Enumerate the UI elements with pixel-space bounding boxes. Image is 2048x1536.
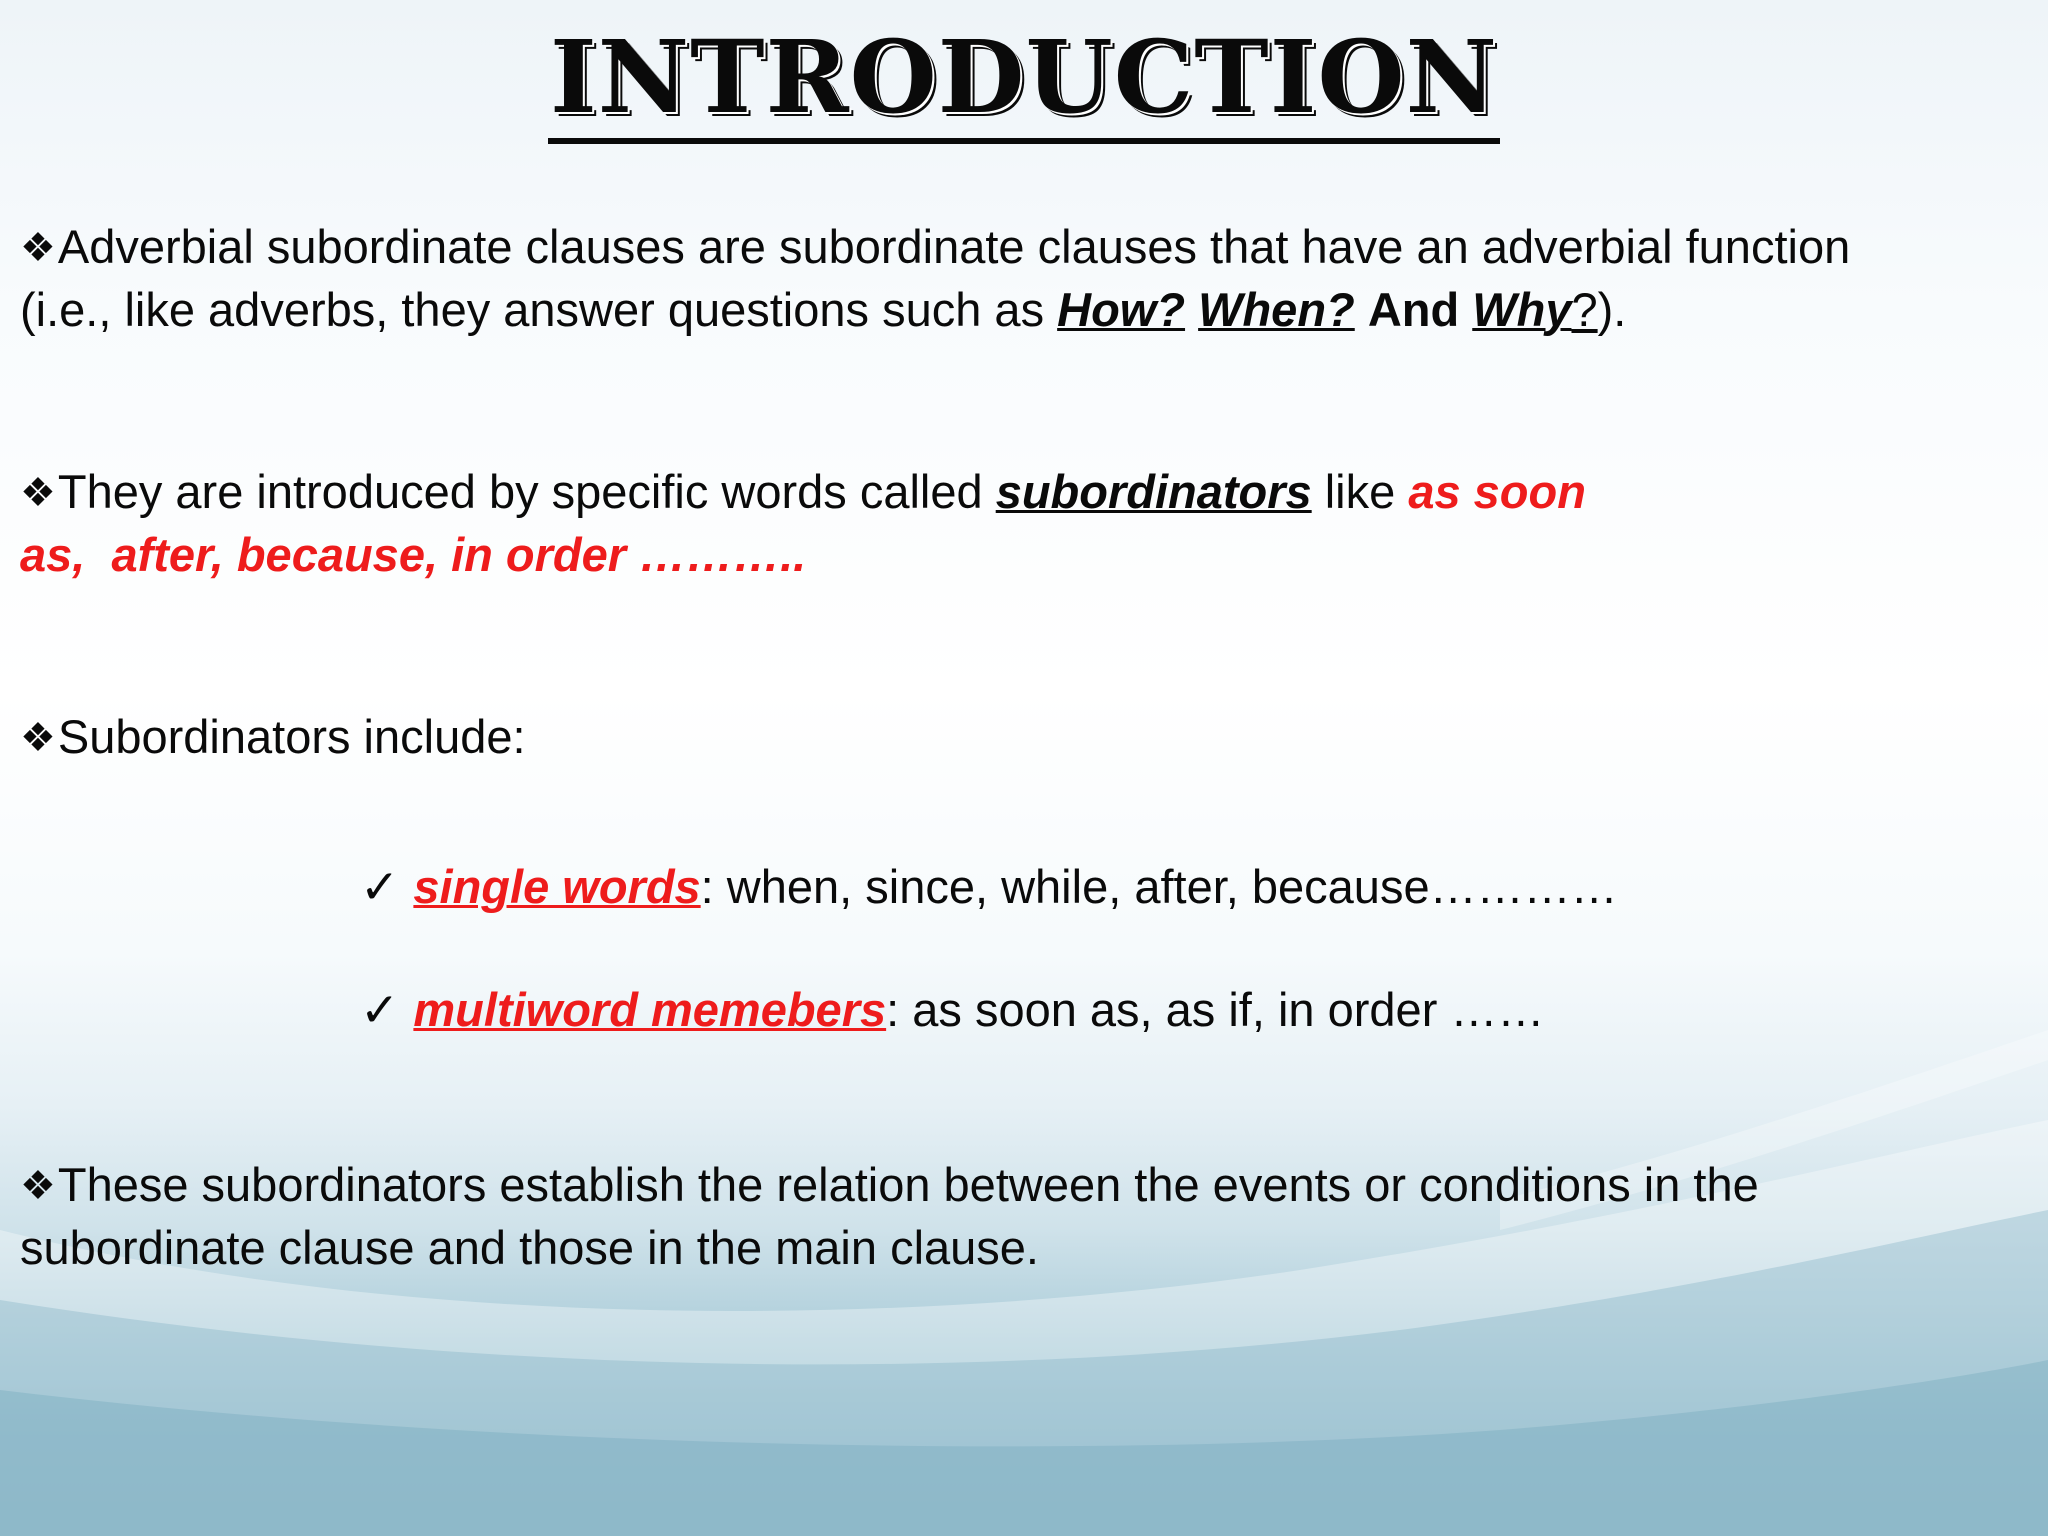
examples-line-2: as, after, because, in order ………..	[20, 528, 807, 581]
bullet-paragraph-definition	[20, 216, 2030, 340]
term-multiword-members: multiword memebers	[413, 983, 887, 1036]
slide-title	[0, 18, 2048, 136]
bullet-line	[20, 1154, 2030, 1217]
bullet-diamond-icon: ❖	[20, 1164, 56, 1208]
bullet-line	[20, 279, 2030, 340]
bullet-paragraph-subordinators	[20, 461, 2030, 585]
bullet-paragraph-include	[20, 706, 2030, 769]
checkmark-icon: ✓	[360, 983, 400, 1036]
bullet-line	[20, 1217, 2030, 1278]
bullet-paragraph-relation	[20, 1154, 2030, 1278]
definition-line-2: (i.e., like adverbs, they answer questions such as	[20, 283, 1058, 336]
include-text: Subordinators include:	[57, 710, 526, 763]
bullet-diamond-icon: ❖	[20, 471, 56, 515]
single-words-examples: : when, since, while, after, because…………	[700, 860, 1618, 913]
question-how: How?	[1057, 283, 1186, 336]
definition-line-1: Adverbial subordinate clauses are subordinate clauses that have an adverbial function	[57, 220, 1851, 273]
word-and: And	[1367, 283, 1460, 336]
question-mark: ?	[1571, 283, 1598, 336]
relation-line-2: subordinate clause and those in the main clause.	[20, 1221, 1039, 1274]
closing-paren: ).	[1597, 283, 1627, 336]
bullet-diamond-icon: ❖	[20, 716, 56, 760]
keyword-subordinators: subordinators	[995, 465, 1312, 518]
question-why: Why	[1472, 283, 1572, 336]
bullet-line	[20, 461, 2030, 524]
question-when: When?	[1198, 283, 1355, 336]
checkmark-icon: ✓	[360, 860, 400, 913]
examples-line-1: as soon	[1408, 465, 1586, 518]
word-like: like	[1311, 465, 1409, 518]
bullet-line	[20, 524, 2030, 585]
multiword-examples: : as soon as, as if, in order ……	[886, 983, 1545, 1036]
check-item-multiword	[360, 980, 1960, 1040]
bullet-diamond-icon: ❖	[20, 226, 56, 270]
bullet-line	[20, 216, 2030, 279]
term-single-words: single words	[413, 860, 701, 913]
relation-line-1: These subordinators establish the relation between the events or conditions in the	[57, 1158, 1759, 1211]
subordinators-prefix: They are introduced by specific words called	[57, 465, 996, 518]
check-item-single-words	[360, 857, 1960, 917]
slide-title-text: INTRODUCTION	[548, 18, 1500, 144]
